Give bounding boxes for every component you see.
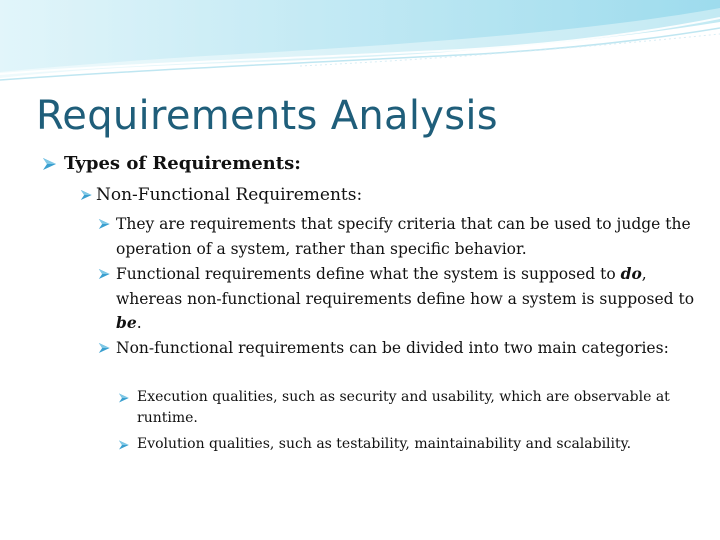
chevron-arrow-icon bbox=[80, 188, 95, 202]
chevron-arrow-icon bbox=[118, 392, 132, 404]
level3-text-3: Non-functional requirements can be divided into two main categories: bbox=[116, 339, 669, 357]
emphasis-do: do bbox=[620, 264, 642, 283]
slide-title: Requirements Analysis bbox=[36, 93, 498, 139]
level4-text-2: Evolution qualities, such as testability, maintainability and scalability. bbox=[137, 436, 632, 452]
emphasis-be: be bbox=[116, 313, 137, 332]
level3-text-1: They are requirements that specify criteria that can be used to judge the operation of a system, rather than specific behavior. bbox=[116, 215, 691, 258]
level4-text-1: Execution qualities, such as security and usability, which are observable at runtime. bbox=[137, 389, 670, 426]
text-mid: , whereas non-functional requirements define how a system is supposed to bbox=[116, 265, 695, 308]
chevron-arrow-icon bbox=[98, 267, 113, 281]
level1-text: Types of Requirements: bbox=[64, 153, 301, 174]
text-pre: Functional requirements define what the system is supposed to bbox=[116, 265, 621, 283]
chevron-arrow-icon bbox=[98, 341, 113, 355]
level3-text-2 bbox=[116, 262, 696, 336]
chevron-arrow-icon bbox=[98, 217, 113, 231]
text-post: . bbox=[136, 314, 142, 332]
header-wave-decoration bbox=[0, 0, 720, 90]
chevron-arrow-icon bbox=[118, 439, 132, 451]
chevron-arrow-icon bbox=[42, 156, 60, 172]
level2-text: Non-Functional Requirements: bbox=[96, 185, 363, 205]
